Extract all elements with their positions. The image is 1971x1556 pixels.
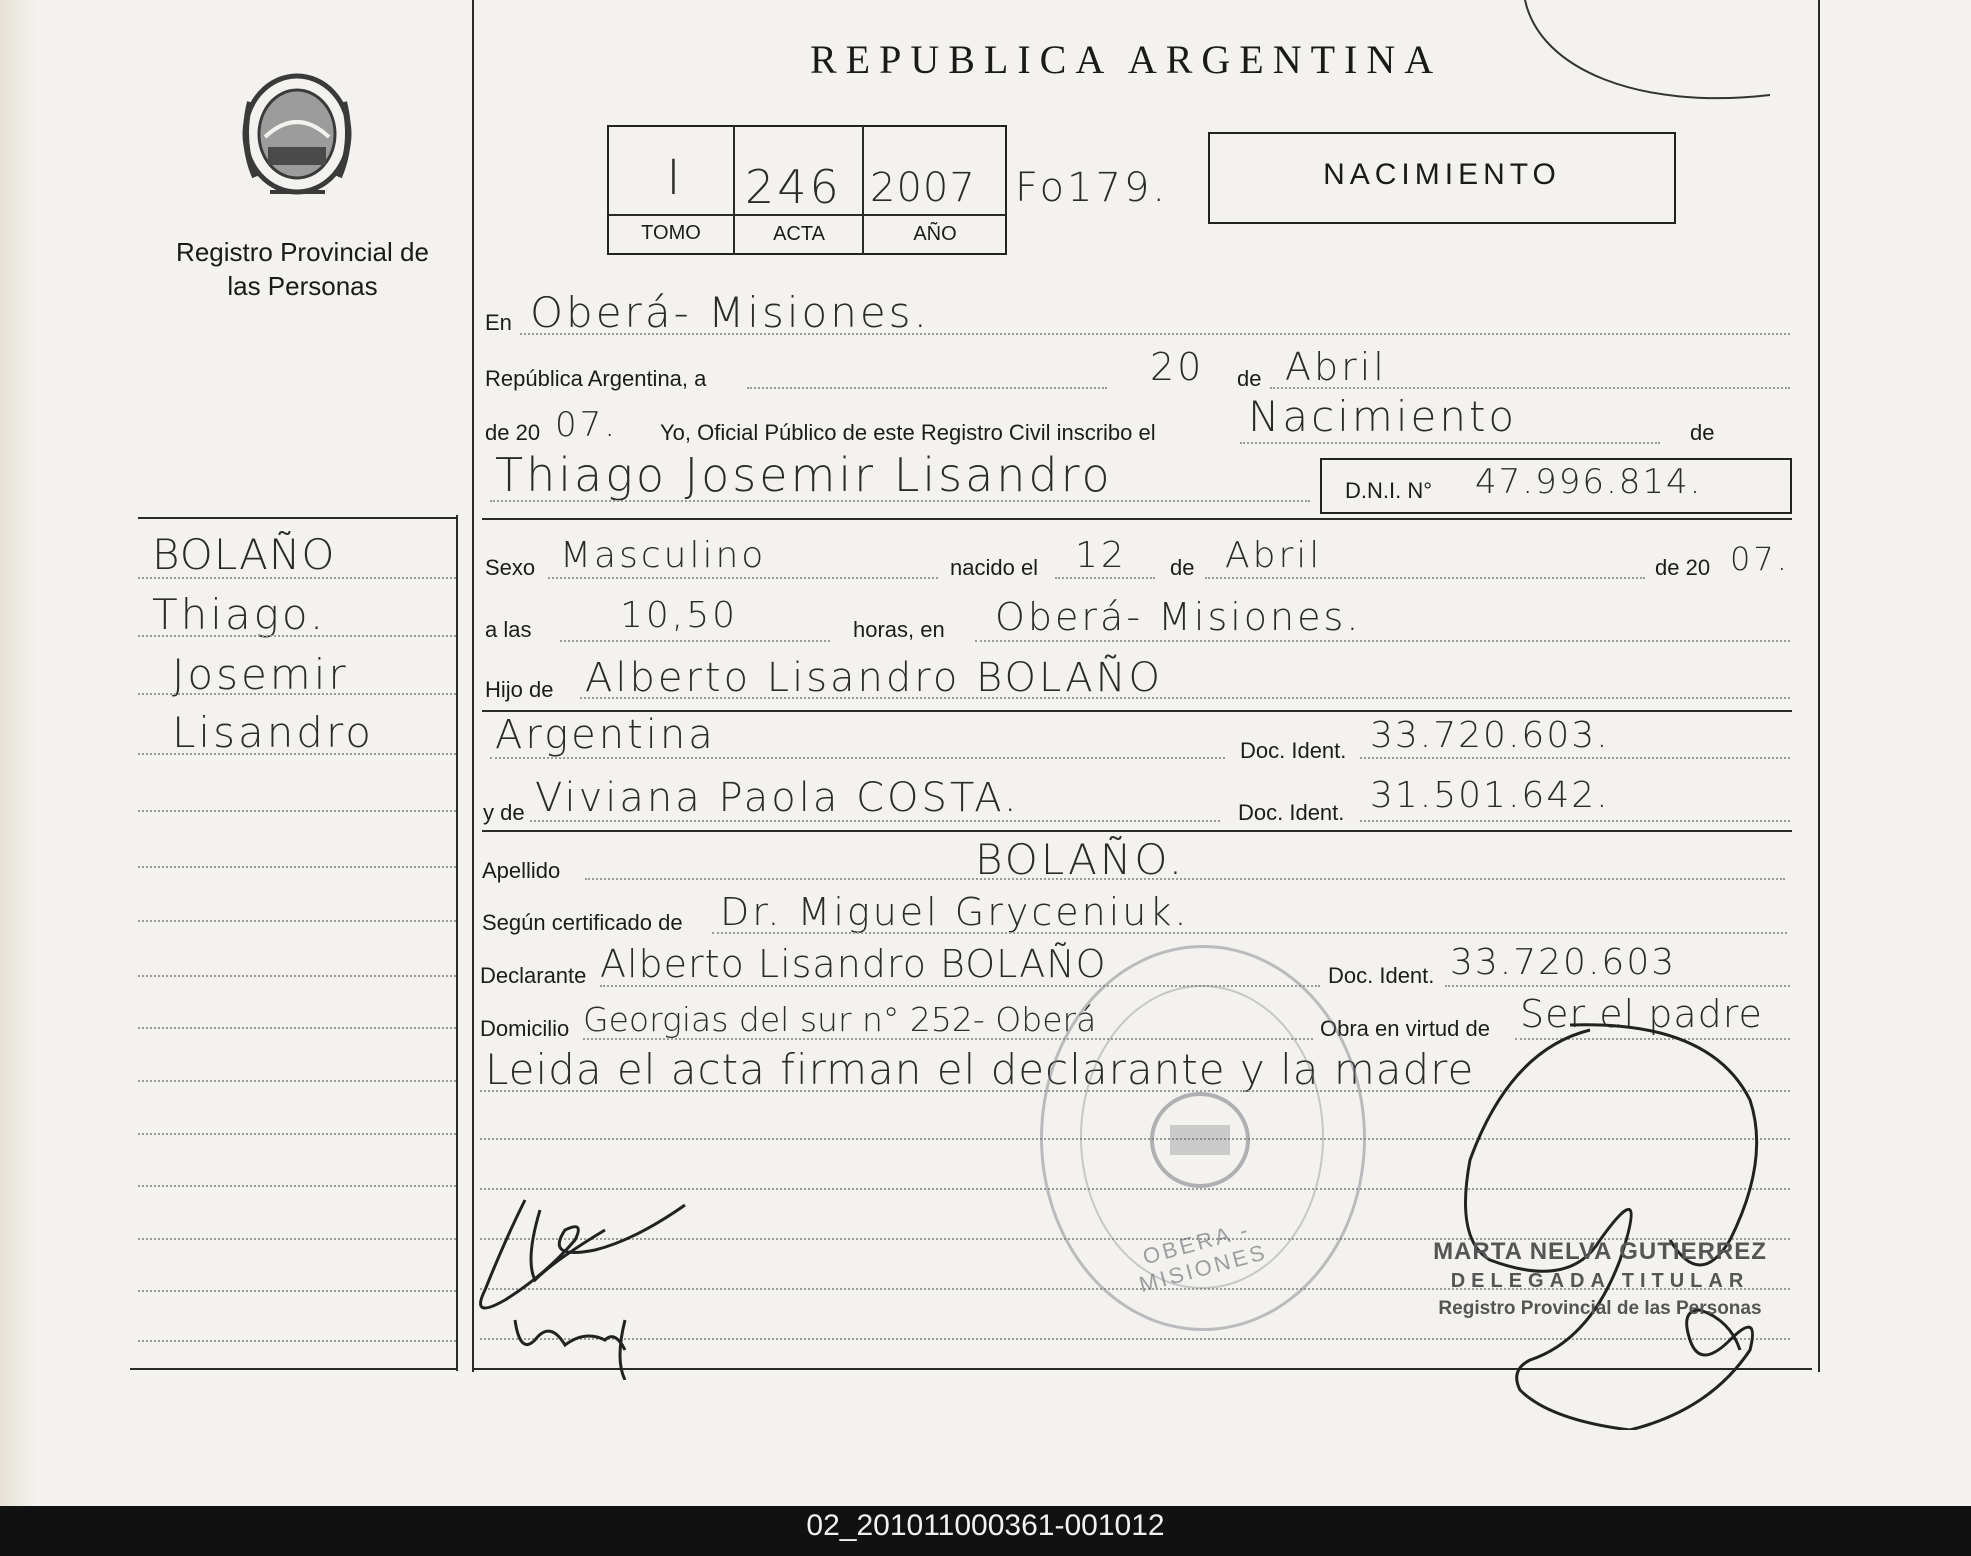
label-republica: República Argentina, a [485, 366, 707, 391]
value-nac-mes: Abril [1225, 535, 1323, 576]
margin-line [138, 1080, 456, 1082]
label-doc-madre: Doc. Ident. [1238, 800, 1345, 825]
margin-name-3: Lisandro [172, 708, 375, 757]
margin-line [138, 920, 456, 922]
line-dia [747, 387, 1107, 389]
provincial-seal-icon [230, 62, 365, 212]
line-nombre [490, 500, 1310, 502]
margin-bottom-line [130, 1368, 456, 1370]
value-domicilio: Georgias del sur n° 252- Oberá [583, 1000, 1097, 1039]
margin-line [138, 1340, 456, 1342]
label-doc-declarante: Doc. Ident. [1328, 963, 1435, 988]
value-nacionalidad: Argentina [495, 712, 716, 758]
value-inscripcion: Nacimiento [1248, 392, 1518, 441]
margin-name-1: Thiago. [152, 590, 327, 639]
line-nac-lugar [975, 640, 1790, 642]
margin-line [138, 1027, 456, 1029]
label-de-inscripcion: de [1690, 420, 1715, 445]
section-line-3 [482, 830, 1792, 832]
file-identifier: 02_201011000361-001012 [806, 1509, 1165, 1542]
acta-value: 246 [745, 160, 842, 214]
officer-name: MARTA NELVA GUTIERREZ [1433, 1238, 1767, 1265]
label-yo: Yo, Oficial Público de este Registro Civil inscribo el [660, 420, 1156, 445]
frame-right-line [1818, 0, 1820, 1372]
line-padre [580, 697, 1790, 699]
label-de20-nac: de 20 [1655, 555, 1711, 580]
label-a-las: a las [485, 617, 532, 642]
registry-name: Registro Provincial de las Personas [176, 237, 429, 301]
label-segun: Según certificado de [482, 910, 683, 935]
folio-value: Fo179. [1015, 165, 1169, 211]
line-madre-doc [1360, 820, 1790, 822]
frame-left-line [472, 0, 474, 1372]
margin-line [138, 1290, 456, 1292]
margin-name-2: Josemir [172, 650, 349, 699]
label-y-de: y de [483, 800, 525, 825]
line-madre [530, 820, 1220, 822]
section-line-1 [482, 518, 1792, 520]
margin-line [138, 635, 456, 637]
anio-label: AÑO [913, 223, 957, 245]
margin-line [138, 1185, 456, 1187]
margin-line [138, 753, 456, 755]
value-nac-anio: 07. [1730, 540, 1790, 578]
stamp-emblem-icon [1135, 1085, 1265, 1195]
acta-label: ACTA [773, 223, 825, 245]
label-sexo: Sexo [485, 555, 536, 580]
value-declarante: Alberto Lisandro BOLAÑO [600, 942, 1107, 986]
book-spine [0, 0, 36, 1506]
tomo-value: I [666, 150, 684, 206]
label-obra: Obra en virtud de [1320, 1016, 1490, 1041]
margin-line [138, 866, 456, 868]
value-nombre: Thiago Josemir Lisandro [495, 448, 1113, 502]
margin-line [138, 975, 456, 977]
label-hijo: Hijo de [485, 677, 554, 702]
margin-line [138, 810, 456, 812]
margin-surname: BOLAÑO [152, 530, 336, 579]
value-obra: Ser el padre [1520, 992, 1763, 1036]
label-nacido: nacido el [950, 555, 1039, 580]
label-declarante: Declarante [480, 963, 587, 988]
officer-title: DELEGADA TITULAR [1450, 1270, 1750, 1292]
value-sexo: Masculino [560, 535, 767, 576]
record-type: NACIMIENTO [1323, 158, 1561, 191]
margin-top-line [138, 517, 456, 519]
corner-circle-mark [1520, 0, 1780, 120]
value-apellido: BOLAÑO. [975, 835, 1186, 884]
label-domicilio: Domicilio [480, 1016, 570, 1041]
tomo-label: TOMO [641, 222, 701, 244]
line-hora [560, 640, 830, 642]
value-anio-suffix: 07. [555, 405, 619, 445]
value-dia: 20 [1150, 345, 1205, 389]
value-lugar: Oberá- Misiones. [530, 288, 930, 337]
value-nac-lugar: Oberá- Misiones. [995, 595, 1362, 639]
margin-line [138, 693, 456, 695]
value-madre: Viviana Paola COSTA. [535, 775, 1020, 821]
value-hora: 10,50 [620, 595, 739, 636]
declarant-signature [465, 1180, 705, 1380]
stamp-text: OBERA - MISIONES [1136, 1216, 1271, 1298]
margin-line [138, 1133, 456, 1135]
value-dni: 47.996.814. [1475, 462, 1703, 502]
value-madre-doc: 31.501.642. [1370, 775, 1610, 816]
line-nac-dia [1055, 577, 1155, 579]
label-doc-padre: Doc. Ident. [1240, 738, 1347, 763]
officer-office: Registro Provincial de las Personas [1438, 1298, 1762, 1319]
margin-line [138, 1238, 456, 1240]
label-dni: D.N.I. N° [1345, 478, 1433, 503]
record-box-header-line [607, 214, 1007, 216]
label-en: En [485, 310, 512, 335]
value-medico: Dr. Miguel Gryceniuk. [720, 890, 1190, 934]
label-de-nac: de [1170, 555, 1195, 580]
value-padre: Alberto Lisandro BOLAÑO [585, 655, 1163, 701]
line-declarante-doc [1445, 985, 1790, 987]
line-nacionalidad [490, 757, 1225, 759]
page-title: REPUBLICA ARGENTINA [810, 37, 1443, 82]
label-de-mes: de [1237, 366, 1262, 391]
label-horas: horas, en [853, 617, 945, 642]
margin-divider-line [456, 515, 458, 1371]
mother-signature [1450, 1010, 1780, 1430]
anio-value: 2007 [870, 165, 976, 211]
label-de20: de 20 [485, 420, 541, 445]
line-apellido [585, 878, 1785, 880]
value-mes: Abril [1285, 345, 1387, 389]
line-medico [712, 932, 1787, 934]
value-declarante-doc: 33.720.603 [1450, 942, 1677, 983]
line-inscripcion [1240, 442, 1660, 444]
value-padre-doc: 33.720.603. [1370, 715, 1610, 756]
line-nac-mes [1205, 577, 1645, 579]
value-nota: Leida el acta firman el declarante y la madre [485, 1045, 1475, 1094]
margin-line [138, 577, 456, 579]
line-sexo [548, 577, 938, 579]
label-apellido: Apellido [482, 858, 561, 883]
value-nac-dia: 12 [1075, 535, 1127, 576]
line-padre-doc [1360, 757, 1790, 759]
